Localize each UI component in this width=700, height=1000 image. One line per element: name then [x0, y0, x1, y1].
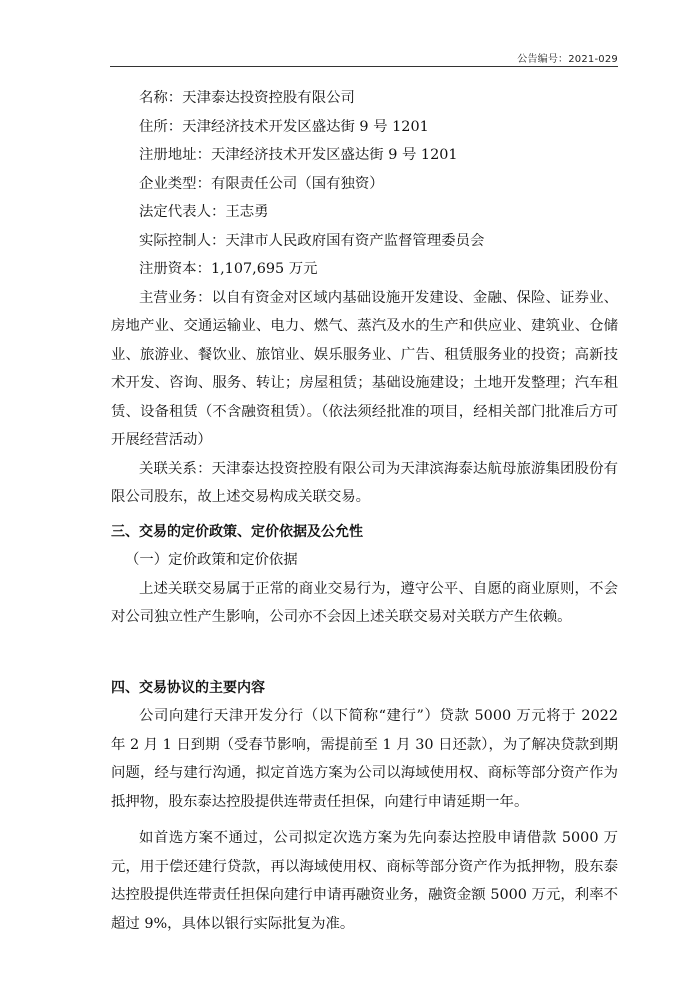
section-4-title: 四、交易协议的主要内容 [111, 679, 265, 696]
company-residence: 住所：天津经济技术开发区盛达街 9 号 1201 [139, 118, 429, 135]
actual-controller: 实际控制人：天津市人民政府国有资产监督管理委员会 [139, 232, 485, 249]
main-business: 主营业务：以自有资金对区域内基础设施开发建设、金融、保险、证券业、房地产业、交通运输业、电力、燃气、蒸汽及水的生产和供应业、建筑业、仓储业、旅游业、餐饮业、旅馆业、娱乐服务业、广告、租赁服务业的投资；高新技术开发、咨询、服务、转让；房屋租赁；基础设施建设；土地开发整理；汽车租赁、设备租赁（不含融资租赁）。（依法须经批准的项目，经相关部门批准后方可开展经营活动） [111, 289, 618, 448]
document-body [111, 84, 618, 938]
section-3-subtitle: （一）定价政策和定价依据 [125, 552, 298, 568]
announcement-code: 公告编号：2021-029 [517, 54, 618, 65]
legal-representative: 法定代表人：王志勇 [139, 204, 269, 220]
related-relationship: 关联关系：天津泰达投资控股有限公司为天津滨海泰达航母旅游集团股份有限公司股东，故上述交易构成关联交易。 [111, 460, 618, 505]
section-3-paragraph: 上述关联交易属于正常的商业交易行为，遵守公平、自愿的商业原则，不会对公司独立性产生影响，公司亦不会因上述关联交易对关联方产生依赖。 [111, 580, 618, 625]
section-4-paragraph-1: 公司向建行天津开发分行（以下简称“建行”）贷款 5000 万元将于 2022 年 2 月 1 日到期（受春节影响，需提前至 1 月 30 日还款），为了解决贷款到期问题，经与建行沟通，拟定首选方案为公司以海域使用权、商标等部分资产作为抵押物，股东泰达控股提供连带责任担保，向建行申请延期一年。 [111, 708, 618, 810]
company-name: 名称：天津泰达投资控股有限公司 [139, 90, 355, 106]
enterprise-type: 企业类型：有限责任公司（国有独资） [139, 175, 384, 192]
section-3-title: 三、交易的定价政策、定价依据及公允性 [111, 523, 363, 540]
section-4-paragraph-2: 如首选方案不通过，公司拟定次选方案为先向泰达控股申请借款 5000 万元，用于偿还建行贷款，再以海域使用权、商标等部分资产作为抵押物，股东泰达控股提供连带责任担保向建行申请再融资业务，融资金额 5000 万元，利率不超过 9%，具体以银行实际批复为准。 [111, 830, 618, 932]
header-divider [110, 66, 618, 67]
registered-address: 注册地址：天津经济技术开发区盛达街 9 号 1201 [139, 147, 458, 163]
registered-capital: 注册资本：1,107,695 万元 [139, 261, 318, 277]
